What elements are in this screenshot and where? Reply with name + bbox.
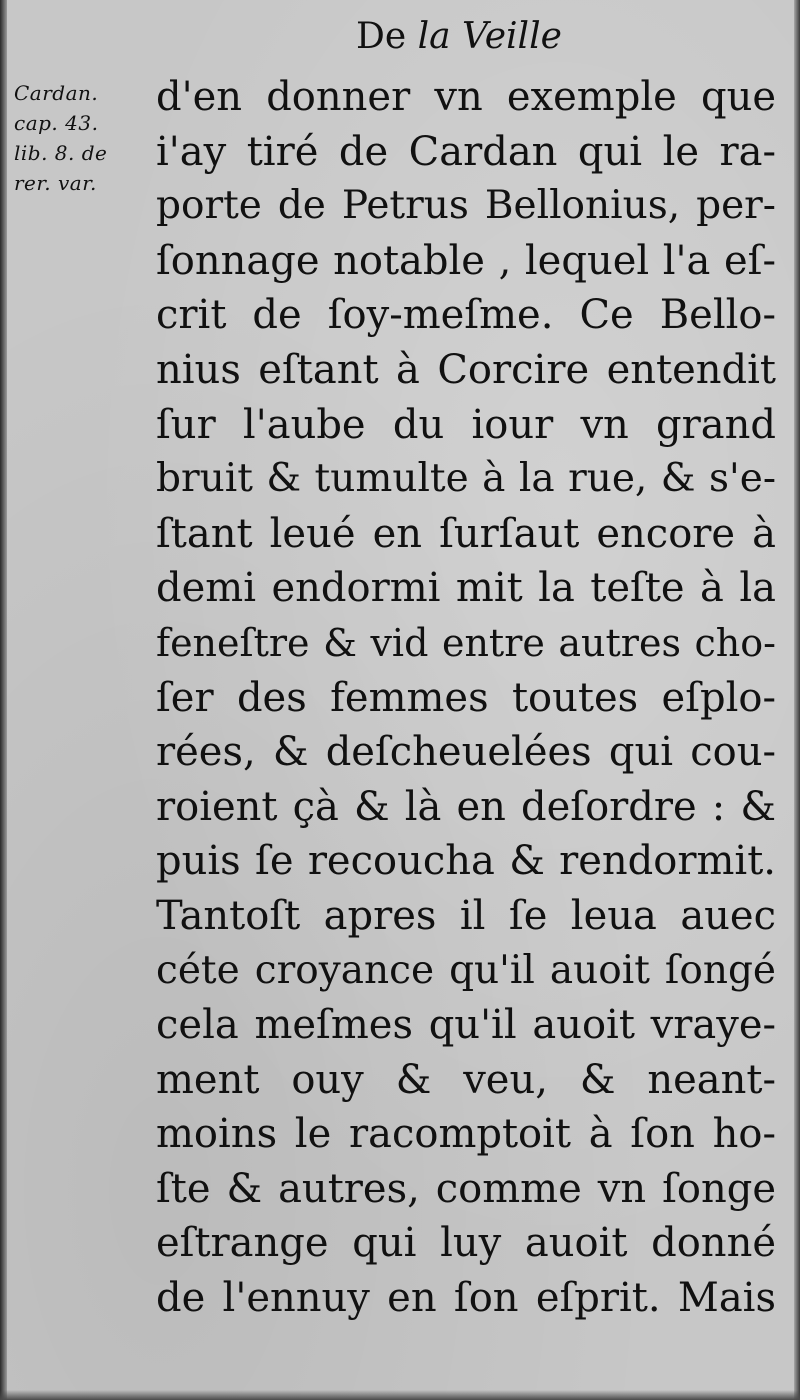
text-line: ment ouy & veu, & neant- bbox=[156, 1056, 776, 1103]
text-line: ſur l'aube du iour vn grand bbox=[156, 401, 776, 448]
text-line: eſtrange qui luy auoit donné bbox=[156, 1220, 776, 1267]
text-line: nius eſtant à Corcire entendit bbox=[156, 346, 776, 393]
text-line: crit de ſoy-meſme. Ce Bello- bbox=[156, 292, 776, 339]
text-line: de l'ennuy en ſon eſprit. Mais bbox=[156, 1275, 776, 1322]
text-line: ſtant leué en ſurſaut encore à bbox=[156, 510, 776, 557]
running-head bbox=[356, 14, 562, 60]
margin-note-line: rer. var. bbox=[14, 171, 97, 195]
text-line: bruit & tumulte à la rue, & s'e- bbox=[156, 456, 776, 502]
text-line: feneſtre & vid entre autres cho- bbox=[156, 620, 776, 665]
text-line: porte de Petrus Bellonius, per- bbox=[156, 183, 776, 229]
text-line: i'ay tiré de Cardan qui le ra- bbox=[156, 128, 776, 175]
text-line: céte croyance qu'il auoit ſongé bbox=[156, 947, 776, 993]
text-line: demi endormi mit la teſte à la bbox=[156, 565, 776, 612]
margin-note-line: lib. 8. de bbox=[14, 141, 108, 165]
text-line: roient çà & là en deſordre : & bbox=[156, 783, 776, 830]
margin-note-line: cap. 43. bbox=[14, 111, 99, 135]
text-line: d'en donner vn exemple que bbox=[156, 74, 776, 120]
text-line: moins le racomptoit à ſon ho- bbox=[156, 1111, 776, 1158]
text-line: Tantoſt apres il ſe leua auec bbox=[156, 892, 776, 939]
text-line: cela meſmes qu'il auoit vraye- bbox=[156, 1002, 776, 1049]
page-edge-right bbox=[794, 0, 800, 1400]
margin-note-line: Cardan. bbox=[14, 81, 99, 105]
text-line: puis ſe recoucha & rendormit. bbox=[156, 838, 776, 885]
margin-note bbox=[14, 78, 154, 198]
page-edge-left bbox=[0, 0, 7, 1400]
running-head-part2: la Veille bbox=[417, 16, 562, 57]
text-line: ſte & autres, comme vn ſonge bbox=[156, 1165, 776, 1212]
text-line: ſer des femmes toutes eſplo- bbox=[156, 674, 776, 721]
body-text bbox=[156, 70, 776, 1326]
text-line: rées, & deſcheuelées qui cou- bbox=[156, 729, 776, 776]
text-line: ſonnage notable , lequel l'a eſ- bbox=[156, 237, 776, 284]
page-edge-bottom bbox=[0, 1390, 800, 1400]
running-head-part1: De bbox=[356, 16, 418, 57]
